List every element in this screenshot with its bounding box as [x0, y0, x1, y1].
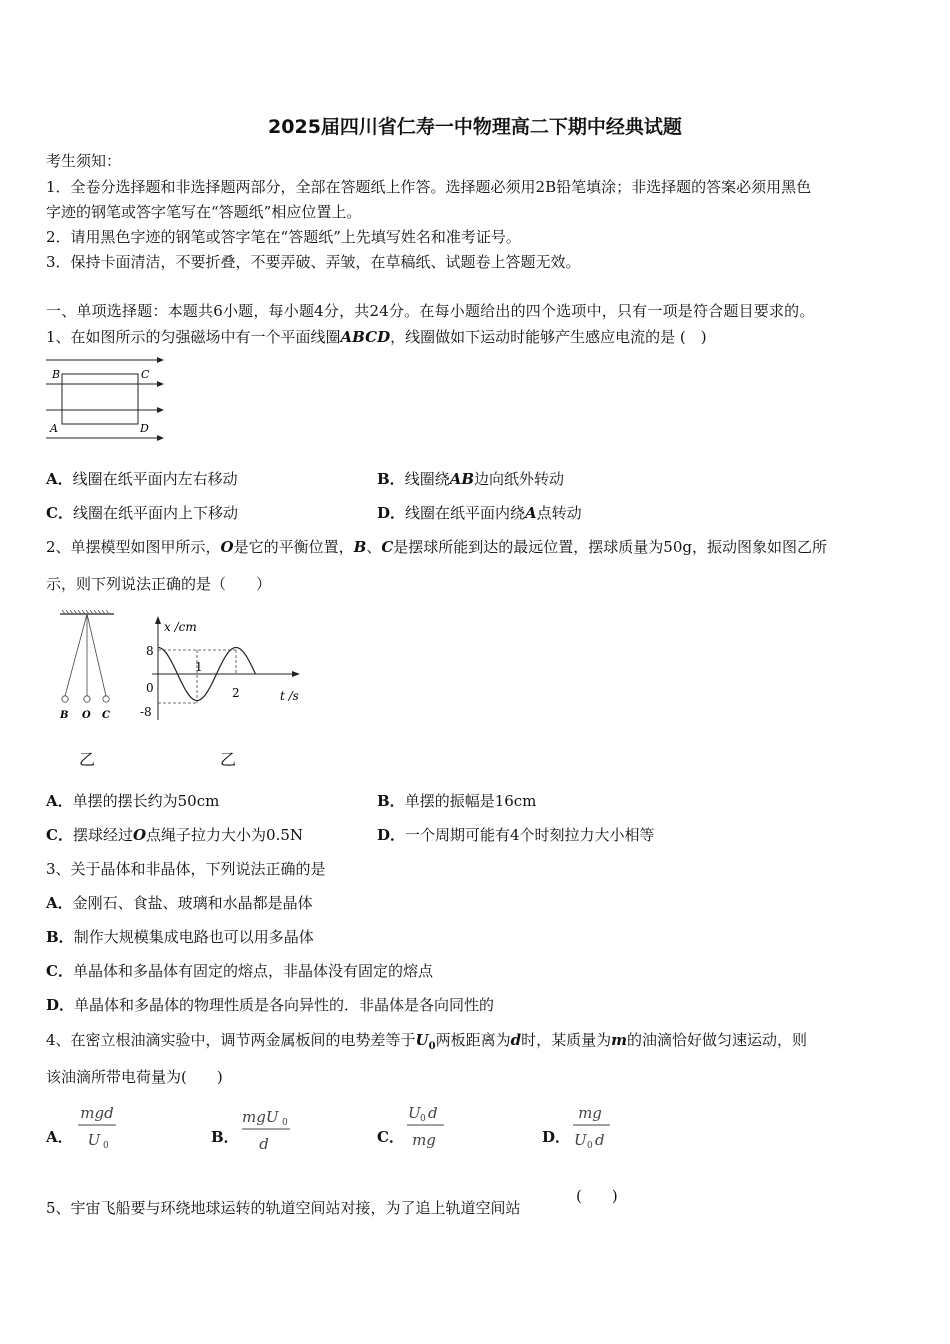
q2-caption-yi: 乙 [220, 750, 237, 769]
q2-option-a: A．单摆的摆长约为50cm [46, 792, 220, 810]
question-5-paren: ( ) [576, 1187, 618, 1205]
notice-heading: 考生须知： [46, 152, 122, 170]
svg-text:U: U [87, 1131, 101, 1149]
question-2-stem-line1: 2、单摆模型如图甲所示，O是它的平衡位置，B、C是摆球所能到达的最远位置，摆球质量为50g，振动图象如图乙所 [46, 538, 827, 556]
q1-stem-var: ABCD [340, 328, 391, 346]
q2-graph-xtick-1: 1 [195, 660, 203, 674]
q2-vibration-graph [138, 612, 306, 724]
svg-text:U: U [574, 1131, 587, 1149]
q1-magnetic-field-figure [44, 352, 168, 444]
q2-pendulum-figure [56, 610, 118, 725]
notice-item-1: 1．全卷分选择题和非选择题两部分，全部在答题纸上作答。选择题必须用2B铅笔填涂；非选择题的答案必须用黑色 [46, 178, 812, 196]
q1-option-d: D．线圈在纸平面内绕A点转动 [377, 504, 582, 522]
svg-text:d: d [428, 1104, 438, 1122]
svg-text:mgd: mgd [80, 1104, 114, 1122]
q4-option-b-fraction [238, 1098, 296, 1154]
q4-option-d-label: D． [542, 1128, 571, 1146]
svg-text:0: 0 [282, 1118, 288, 1128]
section-heading: 一、单项选择题：本题共6小题，每小题4分，共24分。在每小题给出的四个选项中，只有一项是符合题目要求的。 [46, 302, 815, 320]
q4-option-a-label: A． [46, 1128, 73, 1146]
question-2-stem-line2: 示，则下列说法正确的是（ ） [46, 575, 272, 593]
q2-graph-xlabel: t /s [280, 689, 299, 703]
notice-item-2: 2．请用黑色字迹的钢笔或答字笔在“答题纸”上先填写姓名和准考证号。 [46, 228, 521, 246]
q2-fig-label-C: C [102, 710, 110, 721]
q1-option-c: C．线圈在纸平面内上下移动 [46, 504, 238, 522]
q4-option-c-fraction [404, 1098, 450, 1154]
q2-option-c: C．摆球经过O点绳子拉力大小为0.5N [46, 826, 304, 844]
svg-text:mg: mg [412, 1131, 436, 1149]
q2-graph-ylabel: x /cm [164, 620, 197, 634]
q4-option-d-fraction [570, 1098, 616, 1154]
notice-item-1-cont: 字迹的钢笔或答字笔写在“答题纸”相应位置上。 [46, 203, 362, 221]
q1-label-C: C [141, 368, 150, 381]
q1-option-a: A．线圈在纸平面内左右移动 [46, 470, 238, 488]
q4-option-b-label: B． [211, 1128, 239, 1146]
question-3-stem: 3、关于晶体和非晶体，下列说法正确的是 [46, 860, 326, 878]
q2-fig-label-O: O [82, 710, 91, 721]
q2-fig-label-B: B [60, 710, 69, 721]
question-4-stem-line1: 4、在密立根油滴实验中，调节两金属板间的电势差等于$U_0$两板距离为d时，某质量为m的油滴恰好做匀速运动，则 [46, 1031, 808, 1052]
notice-item-3: 3．保持卡面清洁，不要折叠，不要弄破、弄皱，在草稿纸、试题卷上答题无效。 [46, 253, 581, 271]
q1-label-B: B [52, 368, 61, 381]
svg-text:0: 0 [420, 1114, 426, 1124]
q1-stem-text-2: ，线圈做如下运动时能够产生感应电流的是 ( ) [390, 328, 707, 346]
q3-option-c: C．单晶体和多晶体有固定的熔点，非晶体没有固定的熔点 [46, 962, 433, 980]
svg-text:mgU: mgU [242, 1108, 279, 1126]
q2-option-b: B．单摆的振幅是16cm [377, 792, 537, 810]
q4-option-a-fraction [74, 1098, 120, 1154]
svg-text:0: 0 [587, 1141, 593, 1151]
q2-graph-ytick-bottom: -8 [140, 705, 152, 719]
svg-text:d: d [595, 1131, 605, 1149]
svg-text:d: d [259, 1135, 269, 1153]
q4-option-c-label: C． [377, 1128, 404, 1146]
question-4-stem-line2: 该油滴所带电荷量为( ) [46, 1068, 223, 1086]
q2-option-d: D．一个周期可能有4个时刻拉力大小相等 [377, 826, 655, 844]
page-title: 2025届四川省仁寿一中物理高二下期中经典试题 [268, 116, 682, 138]
q2-graph-xtick-2: 2 [232, 686, 240, 700]
svg-text:U: U [408, 1104, 421, 1122]
q3-option-b: B．制作大规模集成电路也可以用多晶体 [46, 928, 314, 946]
q1-option-b: B．线圈绕AB边向纸外转动 [377, 470, 565, 488]
question-1-stem [46, 327, 707, 347]
q1-stem-text: 1、在如图所示的匀强磁场中有一个平面线圈 [46, 328, 341, 346]
q2-graph-ytick-top: 8 [146, 644, 154, 658]
q1-label-D: D [140, 422, 149, 435]
q3-option-d: D．单晶体和多晶体的物理性质是各向异性的．非晶体是各向同性的 [46, 996, 495, 1014]
svg-text:0: 0 [103, 1141, 109, 1151]
q1-label-A: A [50, 422, 58, 435]
q2-graph-ytick-zero: 0 [146, 681, 154, 695]
svg-text:mg: mg [578, 1104, 602, 1122]
q2-caption-jia: 乙 [79, 750, 96, 769]
question-5-stem: 5、宇宙飞船要与环绕地球运转的轨道空间站对接，为了追上轨道空间站 [46, 1199, 521, 1217]
q3-option-a: A．金刚石、食盐、玻璃和水晶都是晶体 [46, 894, 313, 912]
